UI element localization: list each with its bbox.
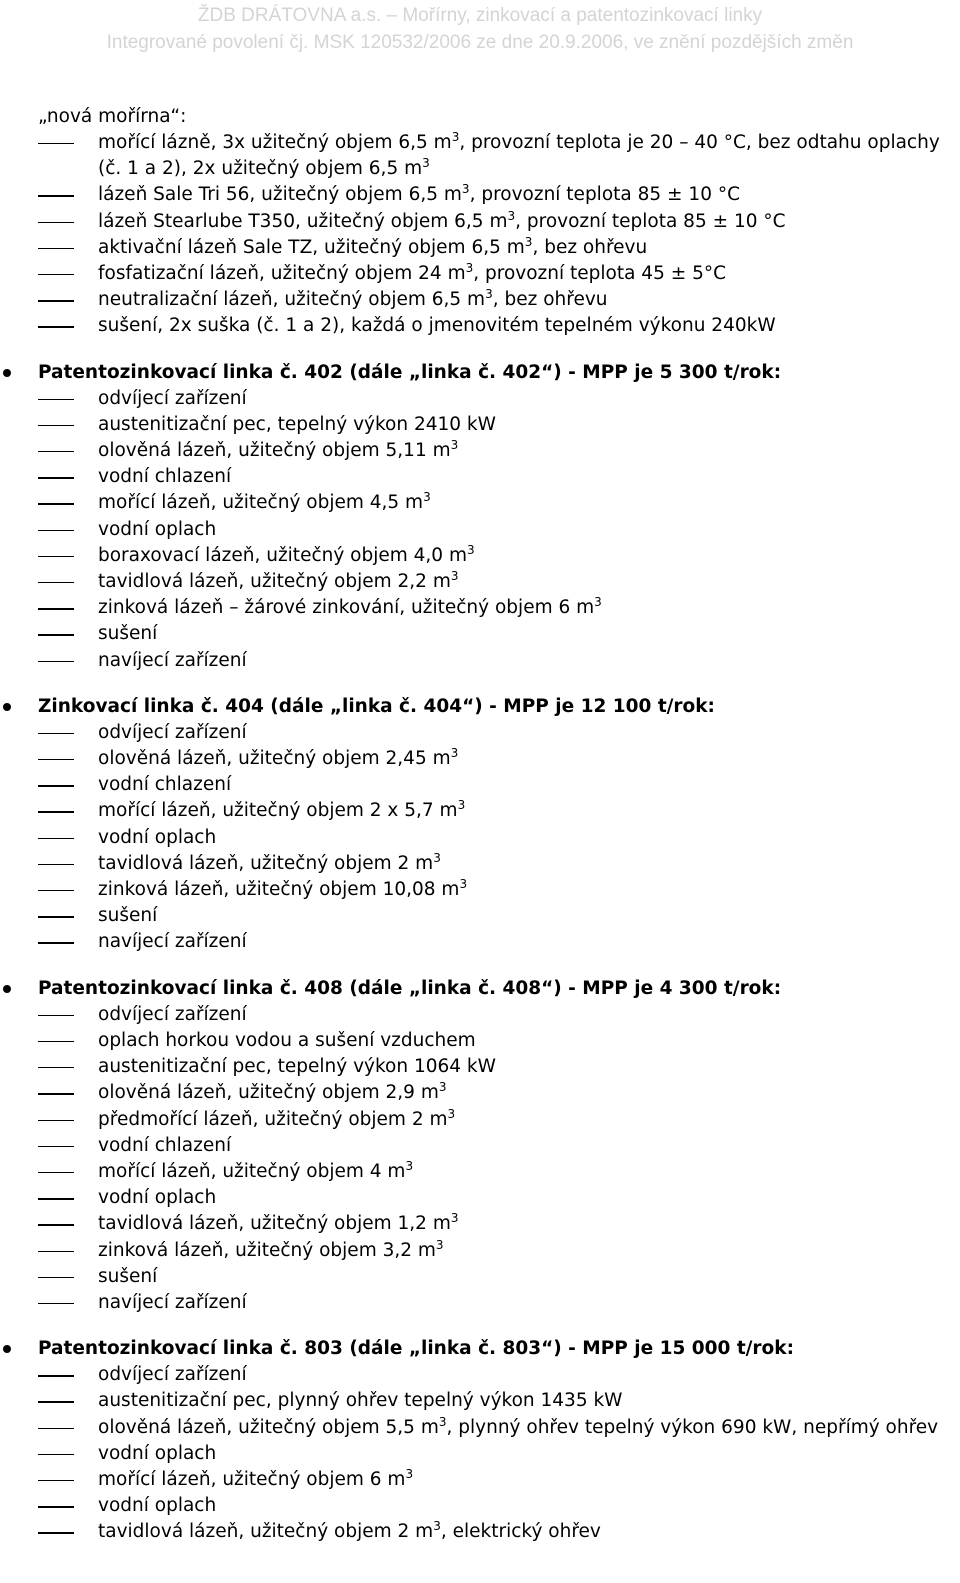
line-section — [0, 360, 960, 674]
dash-marker — [38, 661, 74, 662]
item-text: fosfatizační lázeň, užitečný objem 24 m — [98, 263, 466, 285]
item-text: zinková lázeň – žárové zinkování, užitečný objem 6 m — [98, 597, 595, 619]
superscript: 3 — [466, 542, 475, 557]
superscript: 3 — [423, 490, 431, 505]
dash-marker — [38, 1120, 74, 1121]
section-title — [0, 1336, 960, 1362]
dash-marker — [38, 634, 74, 635]
bullet-icon — [3, 1345, 11, 1353]
item-text-continued: , bez ohřevu — [532, 236, 648, 258]
item-text: vodní oplach — [98, 518, 217, 540]
item-text: odvíjecí zařízení — [98, 1364, 247, 1386]
section-title — [0, 694, 960, 720]
item-text-continued: , provozní teplota 45 ± 5°C — [473, 263, 727, 285]
section-title-text: Patentozinkovací linka č. 408 (dále „linka č. 408“) - MPP je 4 300 t/rok: — [38, 977, 782, 999]
item-text: odvíjecí zařízení — [98, 387, 247, 409]
item-text: zinková lázeň, užitečný objem 10,08 m — [98, 879, 460, 901]
item-text: vodní chlazení — [98, 774, 232, 796]
dash-marker — [38, 143, 74, 144]
list-item — [0, 235, 960, 261]
dash-marker — [38, 733, 74, 734]
superscript: 3 — [422, 156, 430, 171]
document-body — [0, 104, 960, 1546]
list-item — [0, 772, 960, 798]
item-text: mořící lázeň, užitečný objem 4 m — [98, 1160, 406, 1182]
item-text: vodní chlazení — [98, 466, 232, 488]
dash-marker — [38, 1480, 74, 1481]
superscript: 3 — [450, 1211, 459, 1226]
dash-marker — [38, 1093, 74, 1094]
dash-marker — [38, 530, 74, 531]
list-item — [0, 1002, 960, 1028]
dash-marker — [38, 1375, 74, 1376]
item-text-continued: , provozní teplota 85 ± 10 °C — [469, 184, 741, 206]
line-section — [0, 1336, 960, 1545]
list-item — [0, 1467, 960, 1493]
dash-marker — [38, 1251, 74, 1252]
item-text: austenitizační pec, tepelný výkon 1064 kW — [98, 1056, 496, 1078]
superscript: 3 — [405, 1158, 414, 1173]
dash-marker — [38, 1532, 74, 1533]
list-item — [0, 929, 960, 955]
list-item — [0, 517, 960, 543]
item-text: mořící lázně, 3x užitečný objem 6,5 m — [98, 132, 452, 153]
list-item — [0, 1415, 960, 1441]
dash-marker — [38, 300, 74, 301]
section-title-text: Patentozinkovací linka č. 803 (dále „linka č. 803“) - MPP je 15 000 t/rok: — [38, 1338, 794, 1360]
item-text-continued: , provozní teplota je 20 – 40 °C, bez odtahu oplachy (č. 1 a 2), 2x užitečný objem 6,5 m — [98, 132, 940, 180]
superscript: 3 — [457, 798, 466, 813]
list-item — [0, 1159, 960, 1185]
item-text: navíjecí zařízení — [98, 931, 247, 953]
list-item — [0, 1028, 960, 1054]
item-text: vodní oplach — [98, 1495, 217, 1517]
dash-marker — [38, 1015, 74, 1016]
list-item — [0, 648, 960, 674]
superscript: 3 — [450, 438, 459, 453]
dash-marker — [38, 942, 74, 943]
dash-marker — [38, 477, 74, 478]
superscript: 3 — [465, 261, 474, 276]
item-text-continued: , provozní teplota 85 ± 10 °C — [515, 210, 786, 232]
item-text: vodní oplach — [98, 1442, 217, 1464]
list-item — [0, 1054, 960, 1080]
item-text: neutralizační lázeň, užitečný objem 6,5 m — [98, 289, 486, 311]
list-item — [0, 261, 960, 287]
item-text: aktivační lázeň Sale TZ, užitečný objem 6,5 m — [98, 236, 525, 258]
item-text: tavidlová lázeň, užitečný objem 2 m — [98, 852, 434, 874]
superscript: 3 — [433, 1519, 441, 1534]
intro-list — [0, 130, 960, 340]
superscript: 3 — [450, 569, 459, 584]
list-item — [0, 386, 960, 412]
dash-marker — [38, 195, 74, 196]
list-item — [0, 1238, 960, 1264]
list-item — [0, 851, 960, 877]
list-item — [0, 130, 960, 182]
list-item — [0, 720, 960, 746]
list-item — [0, 1290, 960, 1316]
item-text: olověná lázeň, užitečný objem 5,11 m — [98, 440, 451, 462]
superscript: 3 — [507, 208, 516, 223]
list-item — [0, 746, 960, 772]
superscript: 3 — [594, 595, 602, 610]
superscript: 3 — [435, 1237, 444, 1252]
item-text: mořící lázeň, užitečný objem 6 m — [98, 1468, 406, 1490]
list-item — [0, 1264, 960, 1290]
list-item — [0, 543, 960, 569]
dash-marker — [38, 399, 74, 400]
dash-marker — [38, 1067, 74, 1068]
section-title — [0, 360, 960, 386]
item-text: vodní chlazení — [98, 1134, 232, 1156]
dash-marker — [38, 916, 74, 917]
item-text: mořící lázeň, užitečný objem 4,5 m — [98, 492, 424, 514]
item-text: předmořící lázeň, užitečný objem 2 m — [98, 1108, 448, 1130]
bullet-icon — [3, 985, 11, 993]
list-item — [0, 798, 960, 824]
item-text: sušení — [98, 623, 158, 645]
dash-marker — [38, 1506, 74, 1507]
item-text: austenitizační pec, plynný ohřev tepelný výkon 1435 kW — [98, 1390, 623, 1412]
list-item — [0, 464, 960, 490]
dash-marker — [38, 248, 74, 249]
superscript: 3 — [433, 850, 441, 865]
item-text: vodní oplach — [98, 1187, 217, 1209]
list-item — [0, 825, 960, 851]
list-item — [0, 412, 960, 438]
item-text: navíjecí zařízení — [98, 649, 247, 671]
list-item — [0, 1080, 960, 1106]
list-item — [0, 1211, 960, 1237]
dash-marker — [38, 222, 74, 223]
dash-marker — [38, 1277, 74, 1278]
list-item — [0, 313, 960, 339]
dash-marker — [38, 864, 74, 865]
list-item — [0, 621, 960, 647]
dash-marker — [38, 425, 74, 426]
line-section — [0, 976, 960, 1316]
intro-heading: „nová mořírna“: — [38, 106, 187, 127]
item-text-continued: , plynný ohřev tepelný výkon 690 kW, nepřímý ohřev — [446, 1416, 939, 1438]
dash-marker — [38, 838, 74, 839]
dash-marker — [38, 785, 74, 786]
list-item — [0, 877, 960, 903]
bullet-icon — [3, 369, 11, 377]
list-item — [0, 903, 960, 929]
bullet-icon — [3, 703, 11, 711]
list-item — [0, 1493, 960, 1519]
item-text: oplach horkou vodou a sušení vzduchem — [98, 1029, 476, 1051]
item-text: tavidlová lázeň, užitečný objem 1,2 m — [98, 1213, 451, 1235]
superscript: 3 — [438, 1414, 447, 1429]
list-item — [0, 1388, 960, 1414]
item-text: olověná lázeň, užitečný objem 5,5 m — [98, 1416, 439, 1438]
list-item — [0, 438, 960, 464]
dash-marker — [38, 556, 74, 557]
superscript: 3 — [447, 1106, 456, 1121]
sections — [0, 360, 960, 1546]
item-text: austenitizační pec, tepelný výkon 2410 kW — [98, 413, 496, 435]
item-text: navíjecí zařízení — [98, 1291, 247, 1313]
list-item — [0, 1519, 960, 1545]
dash-marker — [38, 1198, 74, 1199]
item-text: olověná lázeň, užitečný objem 2,45 m — [98, 748, 451, 770]
item-text-continued: , bez ohřevu — [492, 289, 608, 311]
item-text: odvíjecí zařízení — [98, 721, 247, 743]
item-text: olověná lázeň, užitečný objem 2,9 m — [98, 1082, 439, 1104]
dash-marker — [38, 759, 74, 760]
superscript: 3 — [438, 1080, 447, 1095]
superscript: 3 — [450, 746, 459, 761]
dash-marker — [38, 890, 74, 891]
dash-marker — [38, 503, 74, 504]
list-item — [0, 1362, 960, 1388]
dash-marker — [38, 811, 74, 812]
dash-marker — [38, 1224, 74, 1225]
item-text: boraxovací lázeň, užitečný objem 4,0 m — [98, 544, 467, 566]
item-text: odvíjecí zařízení — [98, 1003, 247, 1025]
list-item — [0, 1107, 960, 1133]
dash-marker — [38, 1041, 74, 1042]
list-item — [0, 595, 960, 621]
section-title-text: Zinkovací linka č. 404 (dále „linka č. 404“) - MPP je 12 100 t/rok: — [38, 695, 715, 717]
item-text: zinková lázeň, užitečný objem 3,2 m — [98, 1239, 436, 1261]
dash-marker — [38, 1303, 74, 1304]
list-item — [0, 1441, 960, 1467]
list-item — [0, 1133, 960, 1159]
list-item — [0, 182, 960, 208]
header-company-line: ŽDB DRÁTOVNA a.s. – Mořírny, zinkovací a patentozinkovací linky — [197, 5, 763, 26]
dash-marker — [38, 1172, 74, 1173]
list-item — [0, 1185, 960, 1211]
superscript: 3 — [461, 182, 470, 197]
header-permit-line: Integrované povolení čj. MSK 120532/2006 ze dne 20.9.2006, ve znění pozdějších změn — [106, 32, 854, 53]
item-text-continued: , elektrický ohřev — [440, 1521, 601, 1543]
superscript: 3 — [459, 877, 468, 892]
item-text: lázeň Sale Tri 56, užitečný objem 6,5 m — [98, 184, 462, 206]
superscript: 3 — [405, 1466, 414, 1481]
item-text: tavidlová lázeň, užitečný objem 2,2 m — [98, 571, 451, 593]
superscript: 3 — [524, 234, 533, 249]
item-text: sušení — [98, 1265, 158, 1287]
superscript: 3 — [451, 130, 460, 144]
list-item — [0, 569, 960, 595]
item-text: sušení — [98, 905, 158, 927]
item-text: lázeň Stearlube T350, užitečný objem 6,5 m — [98, 210, 508, 232]
dash-marker — [38, 451, 74, 452]
list-item — [0, 209, 960, 235]
item-text: vodní oplach — [98, 826, 217, 848]
dash-marker — [38, 1454, 74, 1455]
dash-marker — [38, 608, 74, 609]
item-text: sušení, 2x suška (č. 1 a 2), každá o jmenovitém tepelném výkonu 240kW — [98, 315, 776, 337]
section-title-text: Patentozinkovací linka č. 402 (dále „linka č. 402“) - MPP je 5 300 t/rok: — [38, 361, 782, 383]
dash-marker — [38, 326, 74, 327]
dash-marker — [38, 274, 74, 275]
list-item — [0, 490, 960, 516]
list-item — [0, 287, 960, 313]
dash-marker — [38, 1401, 74, 1402]
section-title — [0, 976, 960, 1002]
line-section — [0, 694, 960, 956]
page-header — [0, 0, 960, 56]
dash-marker — [38, 582, 74, 583]
superscript: 3 — [485, 287, 493, 302]
dash-marker — [38, 1428, 74, 1429]
dash-marker — [38, 1146, 74, 1147]
item-text: tavidlová lázeň, užitečný objem 2 m — [98, 1521, 434, 1543]
item-text: mořící lázeň, užitečný objem 2 x 5,7 m — [98, 800, 458, 822]
